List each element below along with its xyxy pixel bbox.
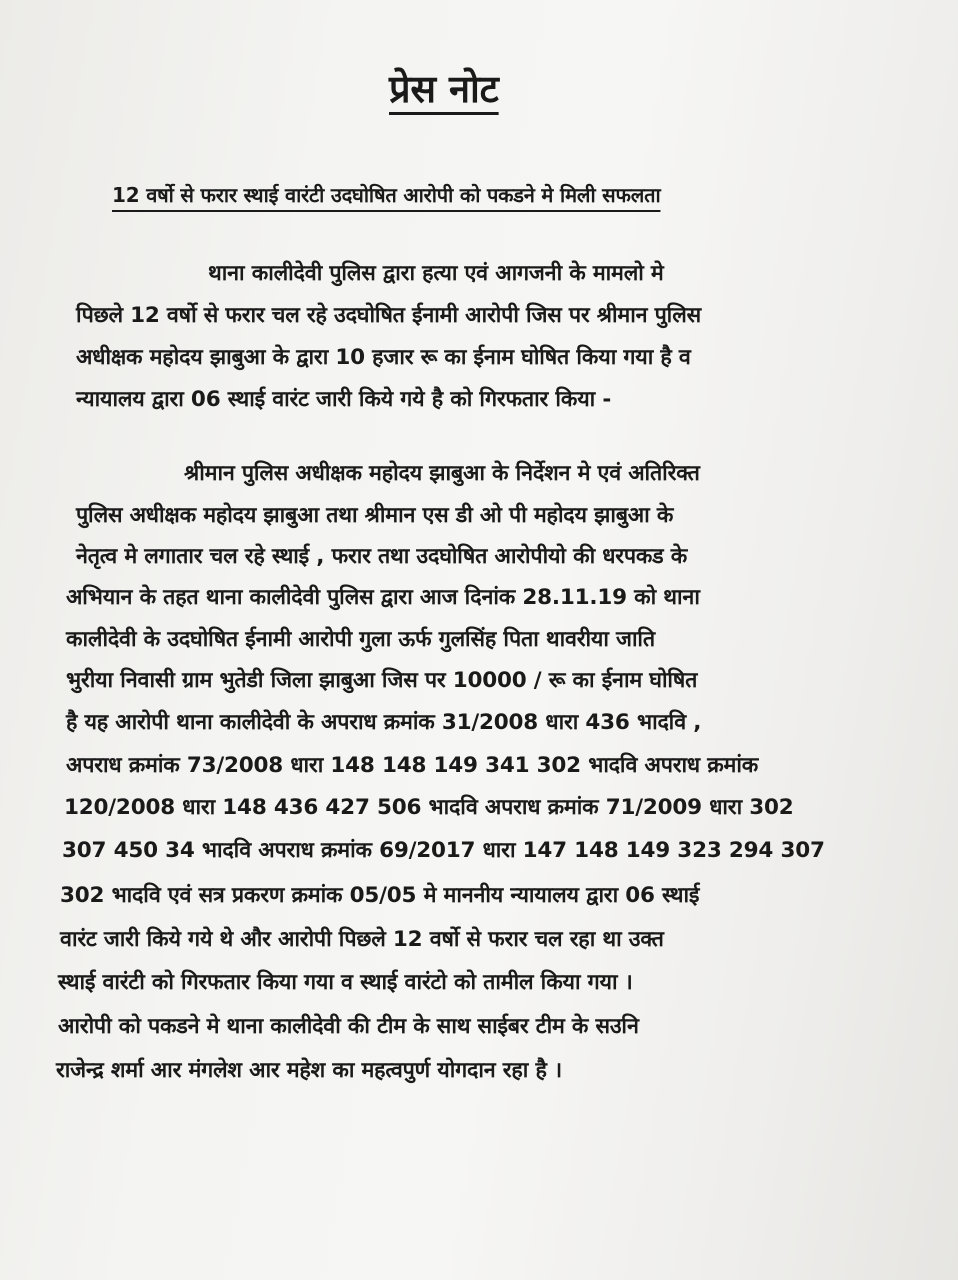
paragraph-2-line: श्रीमान पुलिस अधीक्षक महोदय झाबुआ के निर्देशन मे एवं अतिरिक्त	[184, 461, 700, 486]
paragraph-2-line: अभियान के तहत थाना कालीदेवी पुलिस द्वारा आज दिनांक 28.11.19 को थाना	[66, 585, 700, 610]
paragraph-2-line: नेतृत्व मे लगातार चल रहे स्थाई , फरार तथा उदघोषित आरोपीयो की धरपकड के	[76, 544, 688, 569]
paragraph-2-line: अपराध क्रमांक 73/2008 धारा 148 148 149 341 302 भादवि अपराध क्रमांक	[66, 753, 759, 778]
paragraph-2-line: आरोपी को पकडने मे थाना कालीदेवी की टीम के साथ साईबर टीम के सउनि	[58, 1014, 639, 1039]
paragraph-1-line: थाना कालीदेवी पुलिस द्वारा हत्या एवं आगजनी के मामलो मे	[208, 261, 664, 286]
paragraph-2-line: भुरीया निवासी ग्राम भुतेडी जिला झाबुआ जिस पर 10000 / रू का ईनाम घोषित	[66, 668, 698, 693]
paragraph-2-line: स्थाई वारंटी को गिरफतार किया गया व स्थाई वारंटो को तामील किया गया ।	[58, 970, 633, 995]
paragraph-2-line: 307 450 34 भादवि अपराध क्रमांक 69/2017 धारा 147 148 149 323 294 307	[62, 838, 825, 863]
page-title: प्रेस नोट	[389, 67, 499, 111]
headline: 12 वर्षो से फरार स्थाई वारंटी उदघोषित आरोपी को पकडने मे मिली सफलता	[112, 183, 661, 207]
paragraph-2-line: पुलिस अधीक्षक महोदय झाबुआ तथा श्रीमान एस डी ओ पी महोदय झाबुआ के	[76, 503, 674, 528]
paragraph-2-line: है यह आरोपी थाना कालीदेवी के अपराध क्रमांक 31/2008 धारा 436 भादवि ,	[66, 710, 702, 735]
paragraph-2-line: राजेन्द्र शर्मा आर मंगलेश आर महेश का महत्वपुर्ण योगदान रहा है ।	[56, 1058, 562, 1083]
paragraph-1-line: पिछले 12 वर्षो से फरार चल रहे उदघोषित ईनामी आरोपी जिस पर श्रीमान पुलिस	[76, 303, 701, 328]
paragraph-2-line: 302 भादवि एवं सत्र प्रकरण क्रमांक 05/05 मे माननीय न्यायालय द्वारा 06 स्थाई	[60, 883, 700, 908]
paragraph-1-line: अधीक्षक महोदय झाबुआ के द्वारा 10 हजार रू का ईनाम घोषित किया गया है व	[76, 345, 691, 370]
paragraph-2-line: कालीदेवी के उदघोषित ईनामी आरोपी गुला ऊर्फ गुलसिंह पिता थावरीया जाति	[66, 627, 655, 652]
paragraph-1-line: न्यायालय द्वारा 06 स्थाई वारंट जारी किये गये है को गिरफतार किया -	[76, 387, 612, 412]
paragraph-2-line: वारंट जारी किये गये थे और आरोपी पिछले 12 वर्षो से फरार चल रहा था उक्त	[60, 927, 664, 952]
paragraph-2-line: 120/2008 धारा 148 436 427 506 भादवि अपराध क्रमांक 71/2009 धारा 302	[64, 795, 794, 820]
